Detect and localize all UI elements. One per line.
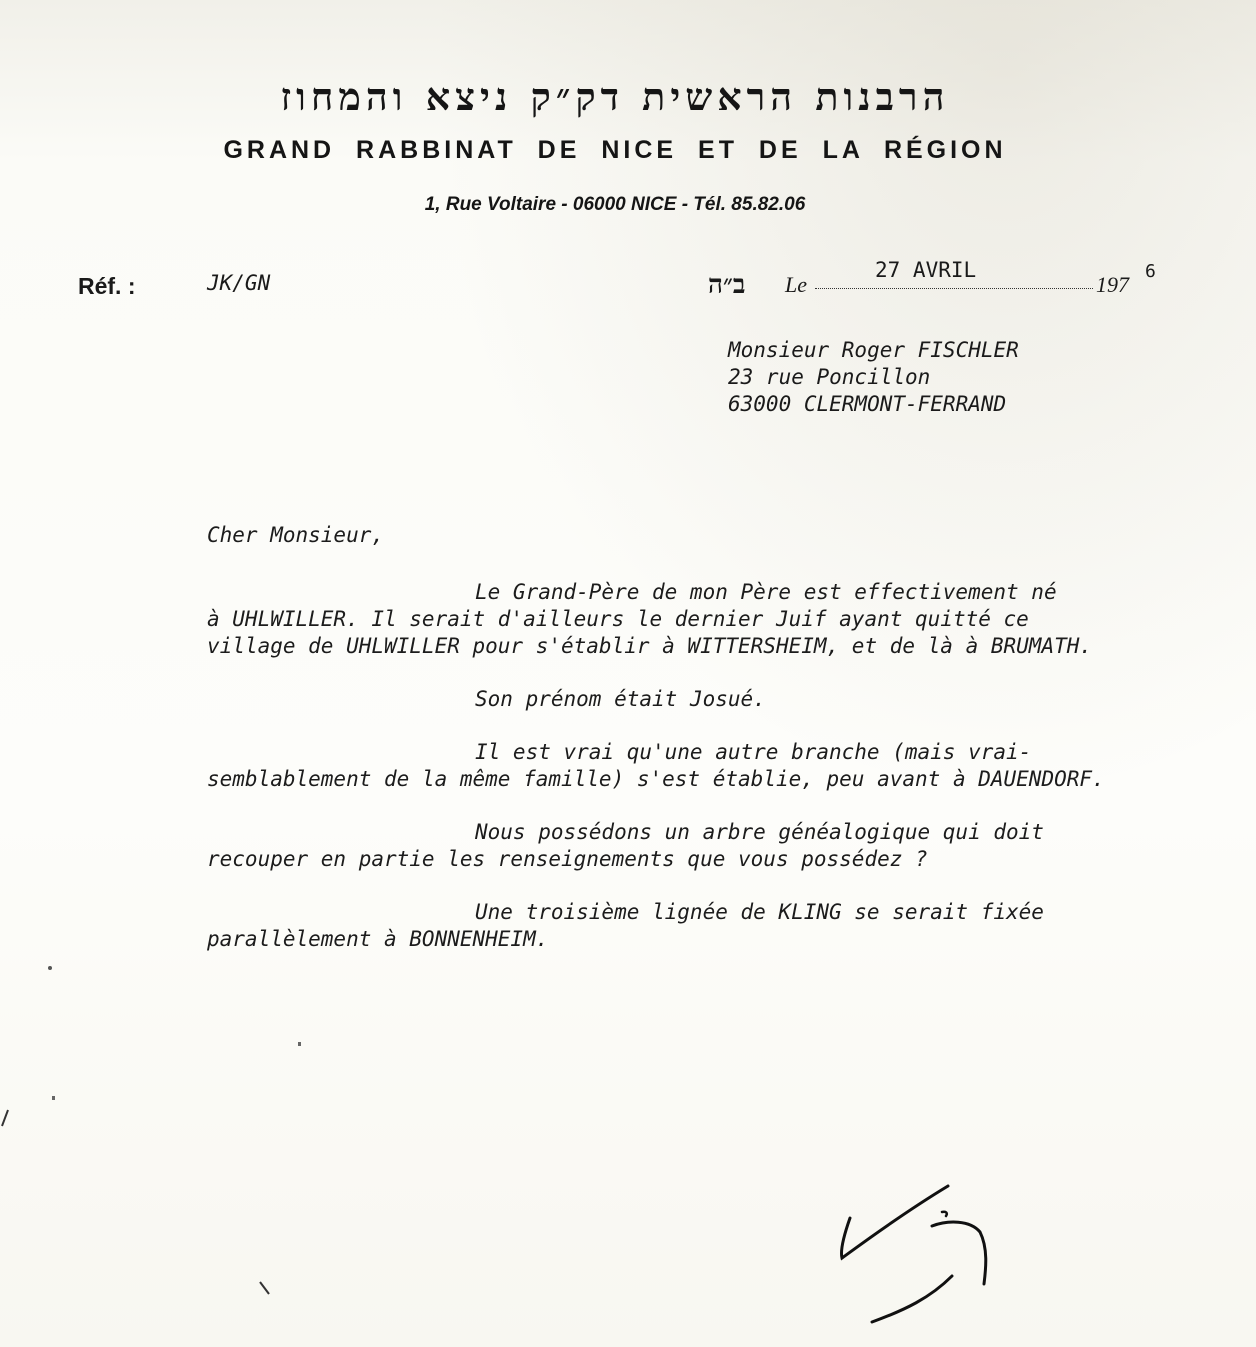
paragraph-rest: semblablement de la même famille) s'est établie, peu avant à DAUENDORF. [207,767,1105,791]
recipient-street: 23 rue Poncillon [728,365,931,389]
date-dotted-line [815,288,1093,289]
paragraph-4 [207,819,1107,873]
recipient-address-block [728,337,1019,418]
paragraph-rest: parallèlement à BONNENHEIM. [207,927,549,951]
year-prefix: 197 [1096,272,1129,297]
paragraph-first-line: Une troisième lignée de KLING se serait fixée [475,900,1044,924]
reference-value: JK/GN [207,271,271,295]
paragraph-first-line: Le Grand-Père de mon Père est effectivement né [475,580,1057,604]
hebrew-blessing-mark: ב״ה [708,270,746,300]
letterhead-org-name: GRAND RABBINAT DE NICE ET DE LA RÉGION [223,136,1007,164]
paragraph-rest: recouper en partie les renseignements que vous possédez ? [207,847,928,871]
ink-mark [0,1108,10,1128]
paragraph-5 [207,899,1107,953]
paragraph-3 [207,739,1107,793]
letterhead-hebrew-title: הרבנות הראשית דק״ק ניצא והמחוז [280,74,950,119]
ink-speck [52,1096,55,1100]
year-digit: 6 [1145,261,1156,282]
paragraph-rest: à UHLWILLER. Il serait d'ailleurs le dernier Juif ayant quitté ce village de UHLWILLER pour s'établir à WITTERSHEIM, et de là à BRUMATH. [207,607,1093,658]
reference-label: Réf. : [78,273,136,299]
paragraph-first-line: Son prénom était Josué. [475,687,766,711]
recipient-name: Monsieur Roger FISCHLER [728,338,1019,362]
paragraph-1 [207,579,1107,660]
paragraph-2 [207,686,1107,713]
recipient-city: 63000 CLERMONT-FERRAND [728,392,1007,416]
letterhead-address: 1, Rue Voltaire - 06000 NICE - Tél. 85.82.06 [424,194,806,215]
ink-mark [258,1280,272,1298]
date-value: 27 AVRIL [875,258,977,282]
ink-speck [48,966,52,970]
ink-speck [298,1042,301,1046]
date-le-label: Le [785,272,807,297]
handwritten-signature-icon [830,1180,1000,1330]
letter-body [207,522,1107,979]
salutation: Cher Monsieur, [207,523,385,547]
paragraph-first-line: Nous possédons un arbre généalogique qui doit [475,820,1044,844]
paragraph-first-line: Il est vrai qu'une autre branche (mais vrai- [475,740,1032,764]
